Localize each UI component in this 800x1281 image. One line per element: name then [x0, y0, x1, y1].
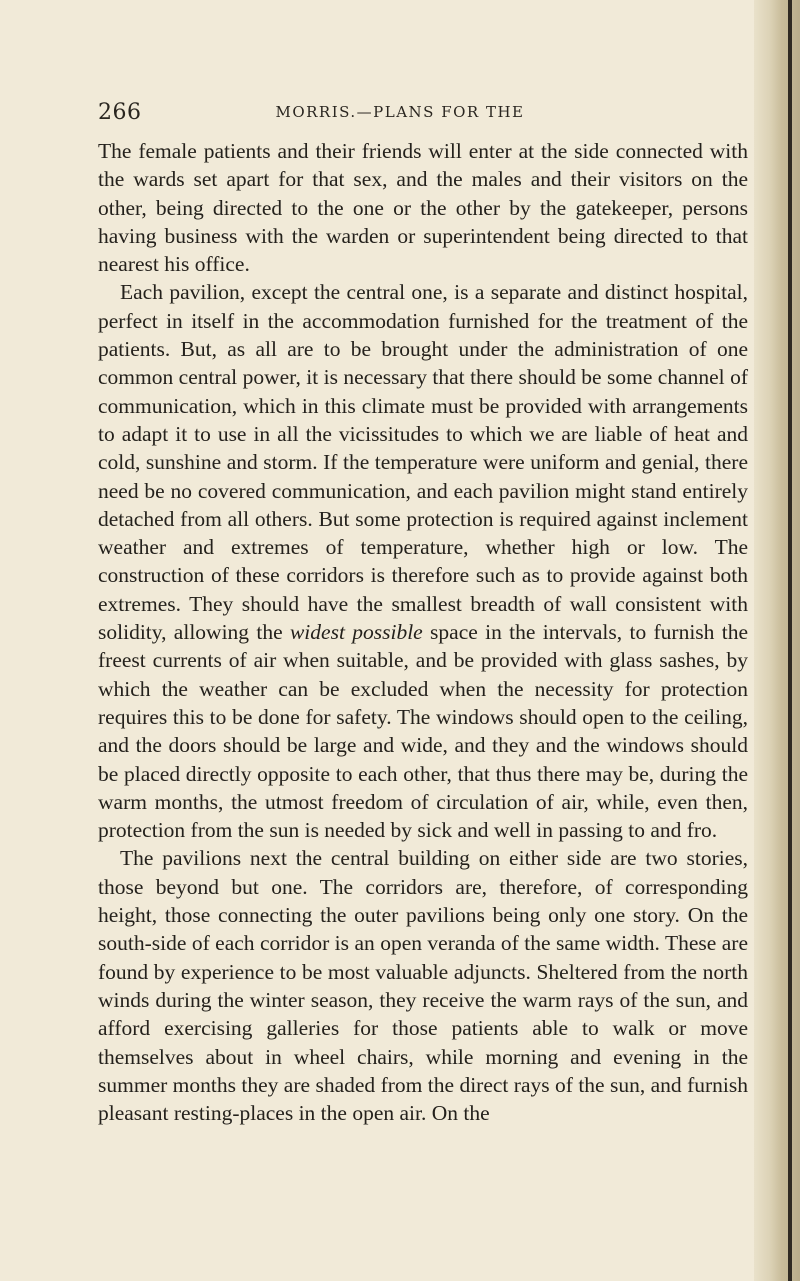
- paragraph: [98, 844, 748, 1127]
- body-text: [98, 137, 748, 1127]
- paragraph-text: Each pavilion, except the central one, is a separate and distinct hospital, perfect in itself in the accommodation furnished for the treatment of the patients. But, as all are to be brought under the administration of one common central power, it is necessary that there should be some channel of communication, which in this climate must be provided with arrangements to adapt it to use in all the vicissitudes to which we are liable of heat and cold, sunshine and storm. If the temperature were uniform and genial, there need be no covered communication, and each pavilion might stand entirely detached from all others. But some protection is required against inclement weather and extremes of temperature, whether high or low. The construction of these corridors is therefore such as to provide against both extremes. They should have the smallest breadth of wall consistent with solidity, allowing the: [98, 280, 748, 645]
- page-edge-line: [788, 0, 792, 1281]
- paragraph-text: The pavilions next the central building on either side are two stories, those beyond but one. The corridors are, therefore, of corresponding height, those connecting the outer pavilions being only one story. On the south-side of each corridor is an open veranda of the same width. These are found by experience to be most valuable adjuncts. Sheltered from the north winds during the winter season, they receive the warm rays of the sun, and afford exercising galleries for those patients able to walk or move themselves about in wheel chairs, while morning and evening in the summer months they are shaded from the direct rays of the sun, and furnish pleasant resting-places in the open air. On the: [98, 846, 748, 1126]
- page-header: [0, 100, 800, 130]
- emphasized-text: widest possible: [289, 620, 423, 645]
- page-edge-shadow: [754, 0, 800, 1281]
- running-head: MORRIS.—PLANS FOR THE: [275, 103, 525, 121]
- paragraph: [98, 137, 748, 278]
- paragraph-text-continued: space in the intervals, to furnish the freest currents of air when suitable, and be provided with glass sashes, by which the weather can be excluded when the necessity for protection requires this to be done for safety. The windows should open to the ceiling, and the doors should be large and wide, and they and the windows should be placed directly opposite to each other, that thus there may be, during the warm months, the utmost freedom of circulation of air, while, even then, protection from the sun is needed by sick and well in passing to and fro.: [98, 620, 749, 843]
- paragraph-text: The female patients and their friends will enter at the side connected with the wards set apart for that sex, and the males and their visitors on the other, being directed to the one or the other by the gatekeeper, persons having business with the warden or superintendent being directed to that nearest his office.: [98, 139, 748, 277]
- paragraph: [98, 278, 748, 844]
- page-number: 266: [98, 100, 142, 125]
